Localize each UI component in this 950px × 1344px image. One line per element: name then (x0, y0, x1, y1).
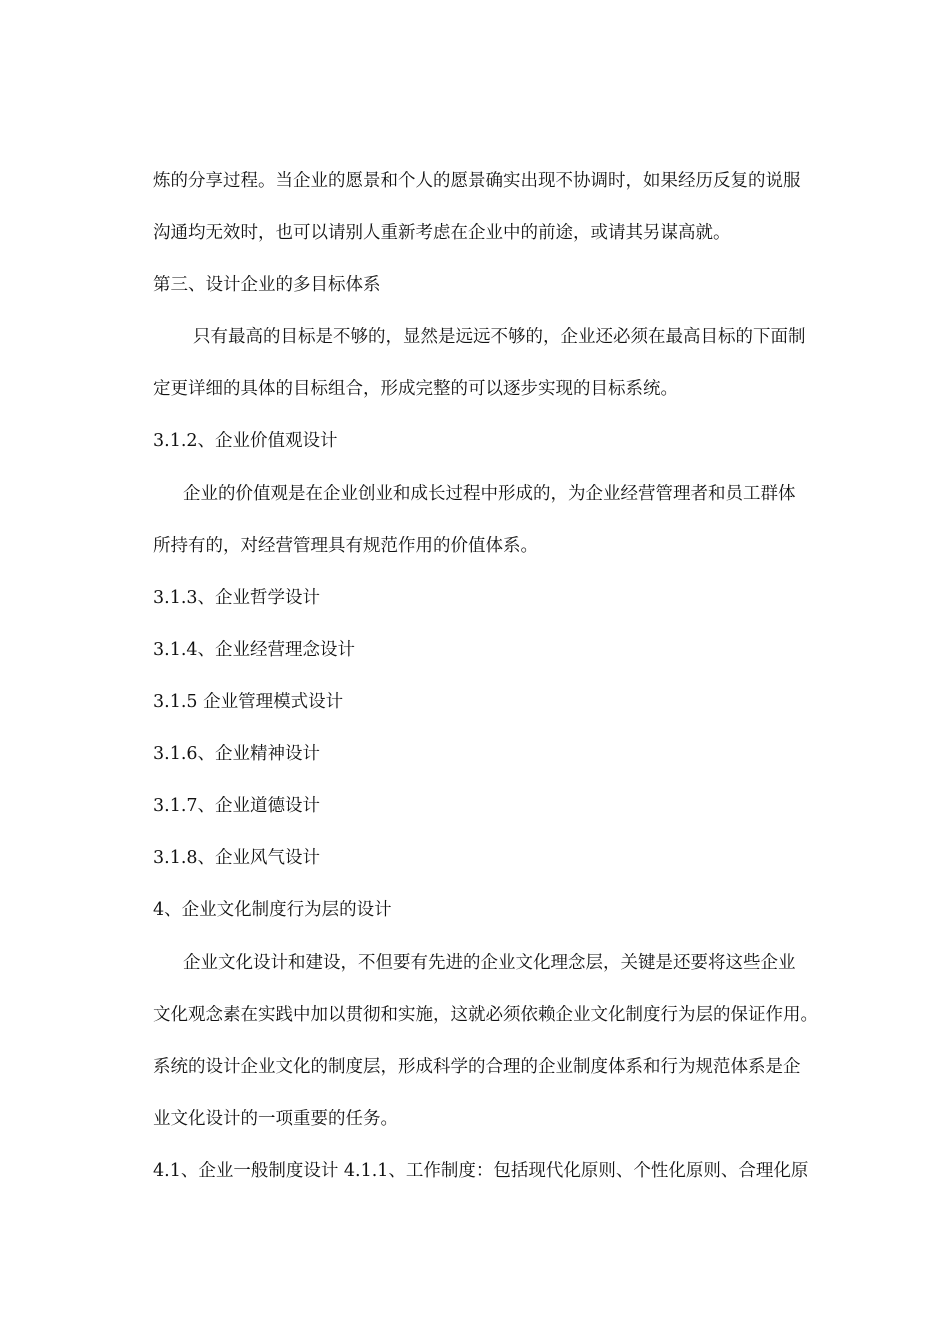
paragraph-line: 文化观念素在实践中加以贯彻和实施，这就必须依赖企业文化制度行为层的保证作用。 (153, 1005, 818, 1025)
paragraph-line: 企业文化设计和建设，不但要有先进的企业文化理念层，关键是还要将这些企业 (183, 953, 796, 973)
section-heading: 3.1.2、企业价值观设计 (153, 431, 338, 451)
paragraph-line: 系统的设计企业文化的制度层，形成科学的合理的企业制度体系和行为规范体系是企 (153, 1057, 801, 1077)
paragraph-line: 4.1、企业一般制度设计 4.1.1、工作制度：包括现代化原则、个性化原则、合理化原 (153, 1161, 809, 1181)
section-heading: 4、企业文化制度行为层的设计 (153, 900, 392, 920)
paragraph-line: 沟通均无效时，也可以请别人重新考虑在企业中的前途，或请其另谋高就。 (153, 223, 731, 243)
paragraph-line: 业文化设计的一项重要的任务。 (153, 1109, 398, 1129)
section-heading: 3.1.8、企业风气设计 (153, 848, 321, 868)
paragraph-line: 企业的价值观是在企业创业和成长过程中形成的，为企业经营管理者和员工群体 (183, 484, 796, 504)
section-heading: 3.1.6、企业精神设计 (153, 744, 321, 764)
paragraph-line: 所持有的，对经营管理具有规范作用的价值体系。 (153, 536, 538, 556)
paragraph-line: 炼的分享过程。当企业的愿景和个人的愿景确实出现不协调时，如果经历反复的说服 (153, 171, 801, 191)
section-heading: 3.1.7、企业道德设计 (153, 796, 321, 816)
section-heading: 3.1.5 企业管理模式设计 (153, 692, 344, 712)
section-heading: 3.1.3、企业哲学设计 (153, 588, 321, 608)
section-heading: 3.1.4、企业经营理念设计 (153, 640, 356, 660)
paragraph-line: 定更详细的具体的目标组合，形成完整的可以逐步实现的目标系统。 (153, 379, 678, 399)
section-heading: 第三、设计企业的多目标体系 (153, 275, 381, 295)
paragraph-line: 只有最高的目标是不够的，显然是远远不够的，企业还必须在最高目标的下面制 (193, 327, 806, 347)
